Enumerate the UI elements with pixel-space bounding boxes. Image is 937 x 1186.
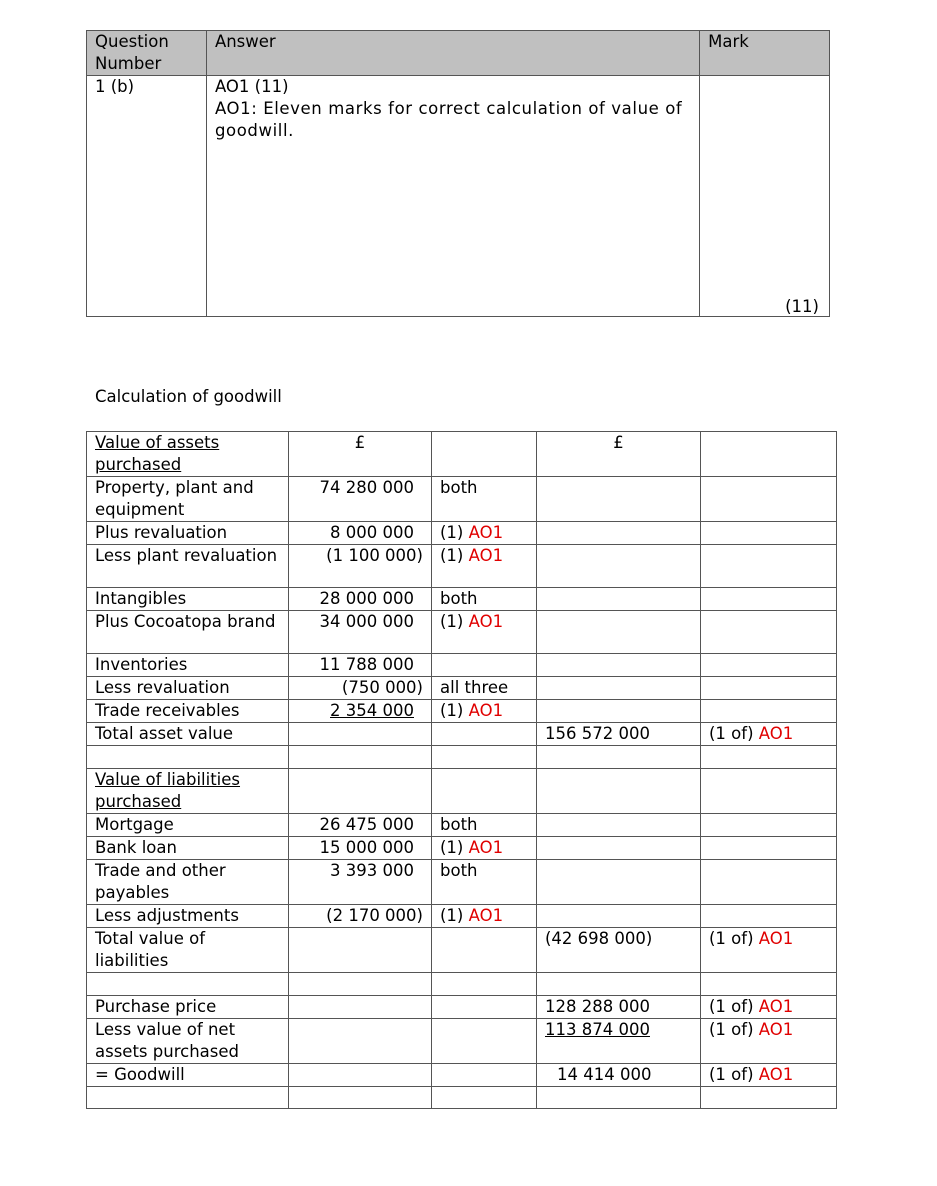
- table-row: [87, 746, 837, 769]
- amount-cell: [289, 654, 432, 677]
- mark-note-text: both: [440, 815, 478, 834]
- total-cell: [537, 769, 701, 814]
- mark-note-cell: [432, 432, 537, 477]
- mark-note-text: (1): [440, 612, 469, 631]
- amount-cell: [289, 769, 432, 814]
- assessment-objective-tag: AO1: [758, 929, 794, 948]
- mark-note-text: (1): [440, 523, 469, 542]
- amount-text: (2 170 000): [326, 906, 423, 925]
- amount-cell: [289, 588, 432, 611]
- mark-note-cell: [432, 723, 537, 746]
- amount-cell: [289, 1087, 432, 1109]
- total-mark-cell: [701, 522, 837, 545]
- total-cell: [537, 723, 701, 746]
- amount-cell: [289, 814, 432, 837]
- table-row: [87, 1064, 837, 1087]
- question-table: [86, 30, 830, 317]
- total-mark-text: (1 of): [709, 929, 759, 948]
- mark-note-cell: [432, 769, 537, 814]
- row-label: [87, 928, 289, 973]
- header-answer: Answer: [206, 31, 699, 76]
- amount-cell: [289, 973, 432, 996]
- row-label-text: Less plant revaluation: [95, 546, 278, 565]
- total-mark-cell: [701, 545, 837, 588]
- total-mark-cell: [701, 588, 837, 611]
- assessment-objective-tag: AO1: [468, 612, 504, 631]
- row-label-text: Less value of net assets purchased: [95, 1020, 239, 1061]
- row-label: [87, 769, 289, 814]
- mark-note-cell: [432, 1019, 537, 1064]
- question-row: [87, 76, 830, 317]
- mark-note-cell: [432, 746, 537, 769]
- row-label-text: Plus revaluation: [95, 523, 228, 542]
- total-mark-cell: [701, 1087, 837, 1109]
- mark-note-text: (1): [440, 701, 469, 720]
- amount-cell: [289, 432, 432, 477]
- total-mark-cell: [701, 700, 837, 723]
- amount-cell: [289, 905, 432, 928]
- mark-note-text: both: [440, 478, 478, 497]
- assessment-objective-tag: AO1: [468, 701, 504, 720]
- table-row: [87, 432, 837, 477]
- amount-text: (1 100 000): [326, 546, 423, 565]
- assessment-objective-tag: AO1: [758, 997, 794, 1016]
- total-cell: [537, 677, 701, 700]
- row-label: [87, 1087, 289, 1109]
- answer-line-2: AO1: Eleven marks for correct calculation of value of goodwill.: [214, 99, 683, 140]
- question-number: 1 (b): [87, 76, 207, 317]
- table-row: [87, 522, 837, 545]
- total-text: 156 572 000: [545, 724, 650, 743]
- row-label: [87, 588, 289, 611]
- total-text: (42 698 000): [545, 929, 653, 948]
- total-mark-cell: [701, 928, 837, 973]
- table-row: [87, 973, 837, 996]
- mark-note-cell: [432, 905, 537, 928]
- assessment-objective-tag: AO1: [758, 1065, 794, 1084]
- mark-cell: [700, 76, 830, 317]
- row-label-text: Trade receivables: [95, 701, 240, 720]
- total-mark-cell: [701, 654, 837, 677]
- total-mark-cell: [701, 769, 837, 814]
- row-label-text: Total value of liabilities: [95, 929, 205, 970]
- mark-note-text: both: [440, 861, 478, 880]
- table-row: [87, 588, 837, 611]
- table-row: [87, 477, 837, 522]
- total-text: 14 414 000: [557, 1065, 652, 1084]
- total-cell: [537, 746, 701, 769]
- amount-cell: [289, 477, 432, 522]
- amount-cell: [289, 746, 432, 769]
- row-label: [87, 973, 289, 996]
- mark-note-cell: [432, 1064, 537, 1087]
- mark-note-cell: [432, 677, 537, 700]
- total-cell: [537, 1019, 701, 1064]
- amount-cell: [289, 545, 432, 588]
- total-cell: [537, 837, 701, 860]
- amount-cell: [289, 860, 432, 905]
- total-cell: [537, 928, 701, 973]
- mark-note-text: (1): [440, 838, 469, 857]
- row-label-text: Value of assets purchased: [95, 433, 220, 474]
- row-label: [87, 746, 289, 769]
- row-label-text: Trade and other payables: [95, 861, 226, 902]
- total-cell: [537, 522, 701, 545]
- total-text: £: [613, 433, 624, 452]
- total-text: 113 874 000: [545, 1020, 650, 1039]
- mark-note-cell: [432, 814, 537, 837]
- total-mark-cell: [701, 1064, 837, 1087]
- row-label-text: Value of liabilities purchased: [95, 770, 241, 811]
- mark-note-text: (1): [440, 906, 469, 925]
- total-cell: [537, 905, 701, 928]
- row-label: [87, 545, 289, 588]
- table-row: [87, 769, 837, 814]
- total-cell: [537, 700, 701, 723]
- amount-cell: [289, 1064, 432, 1087]
- table-row: [87, 905, 837, 928]
- row-label-text: Intangibles: [95, 589, 187, 608]
- goodwill-calculation-table: [86, 431, 837, 1109]
- total-cell: [537, 432, 701, 477]
- total-mark-text: (1 of): [709, 1065, 759, 1084]
- amount-cell: [289, 522, 432, 545]
- amount-text: £: [354, 433, 366, 452]
- total-mark-cell: [701, 611, 837, 654]
- total-mark-cell: [701, 432, 837, 477]
- row-label-text: = Goodwill: [95, 1065, 185, 1084]
- row-label: [87, 814, 289, 837]
- row-label-text: Purchase price: [95, 997, 217, 1016]
- total-cell: [537, 545, 701, 588]
- total-cell: [537, 996, 701, 1019]
- amount-text: 11 788 000: [319, 655, 414, 674]
- mark-note-cell: [432, 928, 537, 973]
- amount-cell: [289, 700, 432, 723]
- assessment-objective-tag: AO1: [468, 906, 504, 925]
- mark-note-cell: [432, 837, 537, 860]
- amount-cell: [289, 996, 432, 1019]
- row-label-text: Total asset value: [95, 724, 234, 743]
- mark-note-cell: [432, 545, 537, 588]
- table-row: [87, 654, 837, 677]
- total-mark-cell: [701, 477, 837, 522]
- total-mark-text: (1 of): [709, 724, 759, 743]
- total-mark-cell: [701, 837, 837, 860]
- row-label-text: Less revaluation: [95, 678, 230, 697]
- caption: Calculation of goodwill: [95, 387, 282, 406]
- total-cell: [537, 1064, 701, 1087]
- mark-note-cell: [432, 996, 537, 1019]
- mark-total: (11): [785, 297, 819, 316]
- row-label: [87, 522, 289, 545]
- table-row: [87, 723, 837, 746]
- amount-cell: [289, 928, 432, 973]
- total-mark-cell: [701, 677, 837, 700]
- mark-note-cell: [432, 973, 537, 996]
- question-table-header: [87, 31, 830, 76]
- table-row: [87, 1019, 837, 1064]
- mark-note-cell: [432, 860, 537, 905]
- header-mark: Mark: [700, 31, 830, 76]
- amount-text: (750 000): [341, 678, 423, 697]
- assessment-objective-tag: AO1: [468, 523, 504, 542]
- row-label: [87, 477, 289, 522]
- amount-text: 74 280 000: [319, 478, 414, 497]
- total-mark-cell: [701, 996, 837, 1019]
- amount-cell: [289, 611, 432, 654]
- total-mark-cell: [701, 973, 837, 996]
- table-row: [87, 837, 837, 860]
- mark-note-text: both: [440, 589, 478, 608]
- table-row: [87, 996, 837, 1019]
- table-row: [87, 1087, 837, 1109]
- amount-cell: [289, 723, 432, 746]
- row-label-text: Bank loan: [95, 838, 177, 857]
- table-row: [87, 700, 837, 723]
- row-label: [87, 700, 289, 723]
- amount-text: 28 000 000: [319, 589, 414, 608]
- mark-note-cell: [432, 1087, 537, 1109]
- assessment-objective-tag: AO1: [468, 838, 504, 857]
- total-mark-text: (1 of): [709, 997, 759, 1016]
- assessment-objective-tag: AO1: [468, 546, 504, 565]
- amount-text: 34 000 000: [319, 612, 414, 631]
- total-mark-cell: [701, 905, 837, 928]
- total-mark-cell: [701, 860, 837, 905]
- row-label: [87, 1019, 289, 1064]
- total-cell: [537, 611, 701, 654]
- row-label-text: Inventories: [95, 655, 188, 674]
- assessment-objective-tag: AO1: [758, 1020, 794, 1039]
- amount-cell: [289, 837, 432, 860]
- mark-note-cell: [432, 700, 537, 723]
- total-cell: [537, 973, 701, 996]
- mark-note-text: (1): [440, 546, 469, 565]
- row-label: [87, 837, 289, 860]
- row-label: [87, 723, 289, 746]
- answer-line-1: AO1 (11): [214, 77, 289, 96]
- row-label: [87, 996, 289, 1019]
- row-label: [87, 654, 289, 677]
- answer-cell: [206, 76, 699, 317]
- mark-note-text: all three: [440, 678, 509, 697]
- row-label-text: Mortgage: [95, 815, 174, 834]
- total-mark-cell: [701, 814, 837, 837]
- row-label: [87, 860, 289, 905]
- row-label: [87, 432, 289, 477]
- total-mark-cell: [701, 746, 837, 769]
- mark-note-cell: [432, 654, 537, 677]
- mark-note-cell: [432, 611, 537, 654]
- table-row: [87, 814, 837, 837]
- total-cell: [537, 654, 701, 677]
- mark-note-cell: [432, 588, 537, 611]
- row-label: [87, 677, 289, 700]
- mark-note-cell: [432, 477, 537, 522]
- row-label-text: Property, plant and equipment: [95, 478, 254, 519]
- assessment-objective-tag: AO1: [758, 724, 794, 743]
- amount-cell: [289, 677, 432, 700]
- row-label: [87, 1064, 289, 1087]
- total-mark-text: (1 of): [709, 1020, 759, 1039]
- amount-text: 26 475 000: [319, 815, 414, 834]
- total-cell: [537, 860, 701, 905]
- amount-text: 15 000 000: [319, 838, 414, 857]
- total-cell: [537, 1087, 701, 1109]
- total-mark-cell: [701, 1019, 837, 1064]
- amount-cell: [289, 1019, 432, 1064]
- row-label-text: Plus Cocoatopa brand: [95, 612, 276, 631]
- header-question-number: Question Number: [87, 31, 207, 76]
- total-cell: [537, 477, 701, 522]
- mark-note-cell: [432, 522, 537, 545]
- row-label: [87, 611, 289, 654]
- total-text: 128 288 000: [545, 997, 650, 1016]
- table-row: [87, 860, 837, 905]
- table-row: [87, 928, 837, 973]
- table-row: [87, 611, 837, 654]
- row-label-text: Less adjustments: [95, 906, 239, 925]
- row-label: [87, 905, 289, 928]
- total-mark-cell: [701, 723, 837, 746]
- amount-text: 2 354 000: [330, 701, 414, 720]
- total-cell: [537, 814, 701, 837]
- amount-text: 3 393 000: [330, 861, 414, 880]
- table-row: [87, 677, 837, 700]
- amount-text: 8 000 000: [330, 523, 414, 542]
- table-row: [87, 545, 837, 588]
- total-cell: [537, 588, 701, 611]
